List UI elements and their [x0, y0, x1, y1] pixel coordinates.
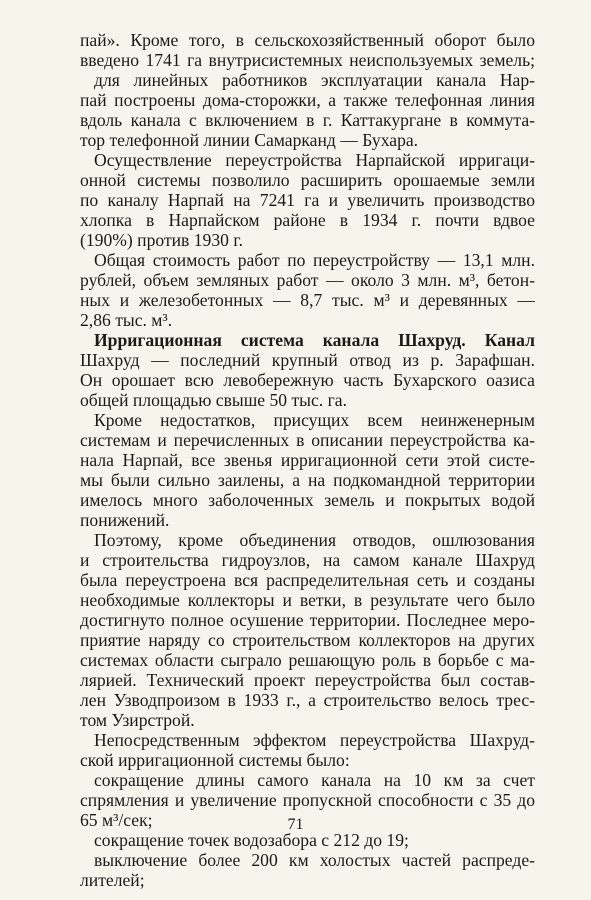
text-line: системам и перечисленных в описании переустройства ка- — [80, 430, 535, 450]
text-line: была переустроена вся распределительная сеть и созданы — [80, 570, 535, 590]
text-line: ных и железобетонных — 8,7 тыс. м³ и деревянных — — [80, 290, 535, 310]
text-line: системах области сыграло решающую роль в борьбе с ма- — [80, 650, 535, 670]
text-line: 65 м³/сек; — [80, 810, 153, 830]
text-line: Осуществление переустройства Нарпайской ирригаци- — [94, 150, 535, 170]
text-line: лителей; — [80, 870, 145, 890]
text-line: понижений. — [80, 510, 170, 530]
section-heading-line: Ирригационная система канала Шахруд. Канал — [94, 330, 535, 350]
text-line: и строительства гидроузлов, на самом канале Шахруд — [80, 550, 535, 570]
text-line: выключение более 200 км холостых частей распреде- — [94, 850, 535, 870]
text-line: онной системы позволило расширить орошаемые земли — [80, 170, 535, 190]
text-line: по каналу Нарпай на 7241 га и увеличить производство — [80, 190, 535, 210]
text-line: Поэтому, кроме объединения отводов, ошлюзования — [94, 530, 535, 550]
text-line: для линейных работников эксплуатации канала Нар- — [94, 70, 535, 90]
text-line: пай». Кроме того, в сельскохозяйственный оборот было — [80, 30, 535, 50]
text-line: Кроме недостатков, присущих всем неинженерным — [94, 410, 535, 430]
text-line: достигнуто полное осушение территории. Последнее меро- — [80, 610, 535, 630]
text-line: тор телефонной линии Самарканд — Бухара. — [80, 130, 419, 150]
text-line: том Узирстрой. — [80, 710, 195, 730]
text-line: вдоль канала с включением в г. Каттакургане в коммута- — [80, 110, 535, 130]
text-line: (190%) против 1930 г. — [80, 230, 243, 250]
text-line: сокращение точек водозабора с 212 до 19; — [94, 830, 409, 850]
text-line: Непосредственным эффектом переустройства Шахруд- — [94, 730, 535, 750]
text-line: общей площадью свыше 50 тыс. га. — [80, 390, 348, 410]
text-line: 2,86 тыс. м³. — [80, 310, 173, 330]
text-line: Шахруд — последний крупный отвод из р. Зарафшан. — [80, 350, 535, 370]
text-line: пай построены дома-сторожки, а также телефонная линия — [80, 90, 535, 110]
text-line: ской ирригационной системы было: — [80, 750, 350, 770]
text-line: лен Узводпроизом в 1933 г., а строительство велось трес- — [80, 690, 535, 710]
text-line: имелось много заболоченных земель и покрытых водой — [80, 490, 535, 510]
text-line: приятие наряду со строительством коллекторов на других — [80, 630, 535, 650]
text-line: лярией. Технический проект переустройства был состав- — [80, 670, 535, 690]
text-line: введено 1741 га внутрисистемных неиспользуемых земель; — [80, 50, 535, 70]
text-line: сокращение длины самого канала на 10 км за счет — [94, 770, 535, 790]
text-line: спрямления и увеличение пропускной способности с 35 до — [80, 790, 535, 810]
page-number: 71 — [287, 816, 304, 833]
text-line: необходимые коллекторы и ветки, в результате чего было — [80, 590, 535, 610]
text-line: рублей, объем земляных работ — около 3 млн. м³, бетон- — [80, 270, 535, 290]
text-line: нала Нарпай, все звенья ирригационной сети этой систе- — [80, 450, 535, 470]
text-line: мы были сильно заилены, а на подкомандной территории — [80, 470, 535, 490]
text-line: Общая стоимость работ по переустройству — 13,1 млн. — [94, 250, 535, 270]
text-line: Он орошает всю левобережную часть Бухарского оазиса — [80, 370, 535, 390]
text-line: хлопка в Нарпайском районе в 1934 г. почти вдвое — [80, 210, 535, 230]
